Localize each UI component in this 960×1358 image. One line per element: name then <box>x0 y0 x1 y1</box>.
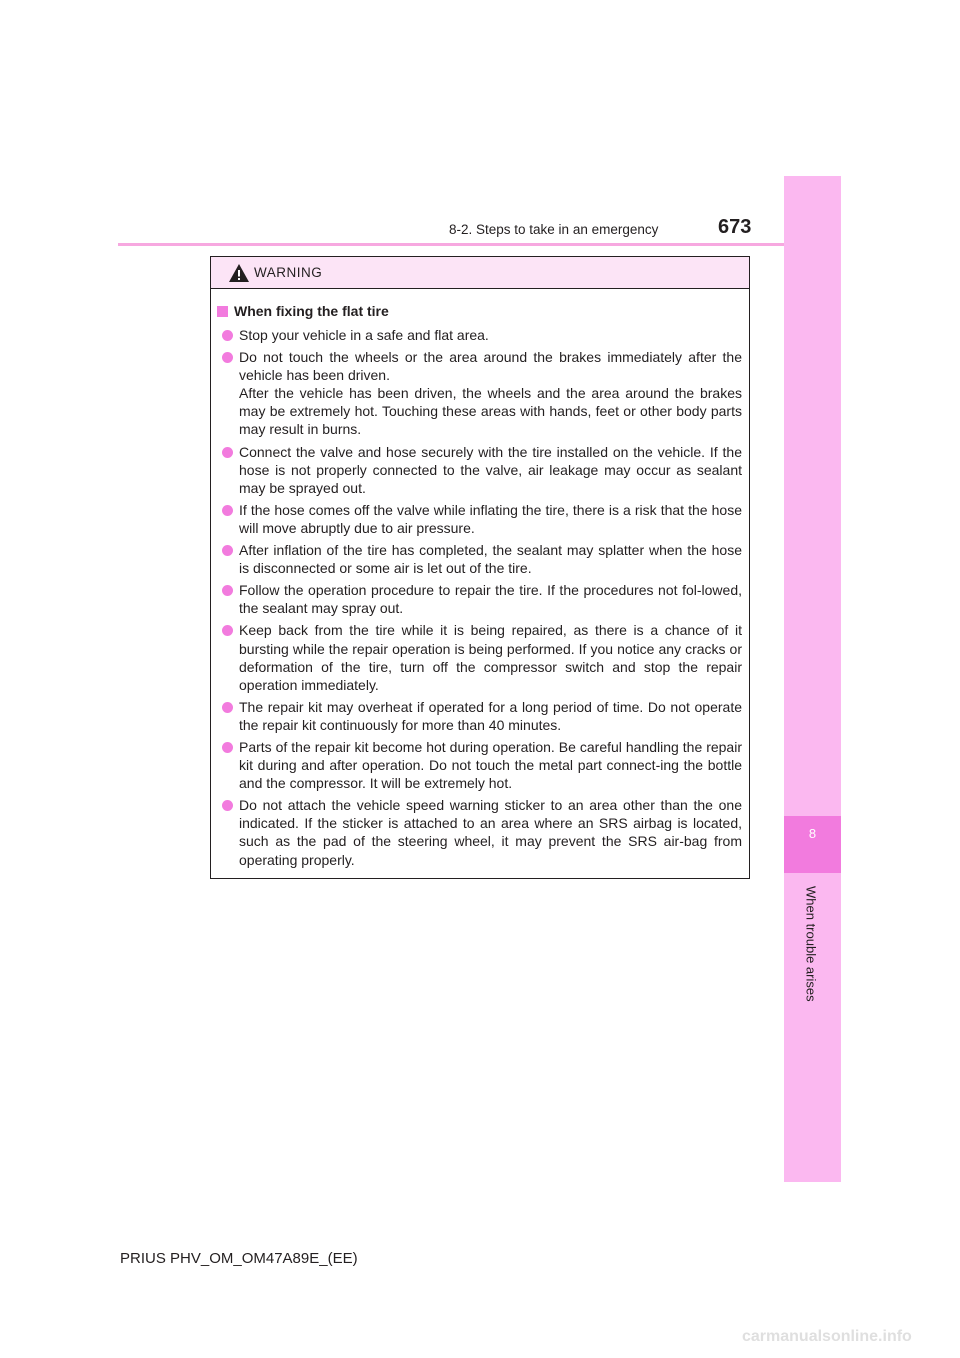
warning-item-text: Stop your vehicle in a safe and flat area. <box>239 327 489 343</box>
warning-item <box>217 348 742 438</box>
round-bullet-icon <box>222 625 233 636</box>
round-bullet-icon <box>222 545 233 556</box>
warning-item-text: Parts of the repair kit become hot during operation. Be careful handling the repair kit during and after operation. Do not touch the metal part connect-ing the bottle and the compressor. It will be extremely hot. <box>239 738 742 792</box>
document-code: PRIUS PHV_OM_OM47A89E_(EE) <box>120 1250 358 1267</box>
warning-item <box>217 501 742 537</box>
round-bullet-icon <box>222 447 233 458</box>
round-bullet-icon <box>222 742 233 753</box>
round-bullet-icon <box>222 330 233 341</box>
round-bullet-icon <box>222 505 233 516</box>
round-bullet-icon <box>222 585 233 596</box>
warning-item <box>217 738 742 792</box>
warning-topic-text: When fixing the flat tire <box>234 303 389 319</box>
square-bullet-icon <box>217 306 228 317</box>
warning-item-text: Do not touch the wheels or the area around the brakes immediately after the vehicle has been driven. After the vehicle has been driven, the wheels and the area around the brakes may be extremely hot. Touching these areas with hands, feet or other body parts may result in burns. <box>239 349 742 438</box>
warning-item-text: Follow the operation procedure to repair the tire. If the procedures not fol-lowed, the sealant may spray out. <box>239 582 742 617</box>
warning-item-text: After inflation of the tire has completed, the sealant may splatter when the hose is disconnected or some air is let out of the tire. <box>239 542 742 577</box>
warning-item <box>217 443 742 497</box>
warning-list <box>217 326 742 869</box>
chapter-side-tab[interactable] <box>784 176 841 1182</box>
warning-box <box>210 256 750 879</box>
page-number: 673 <box>718 216 752 238</box>
warning-item <box>217 581 742 617</box>
warning-body <box>211 289 749 869</box>
header-rule <box>118 243 841 246</box>
chapter-label <box>787 886 835 1016</box>
warning-header <box>211 257 749 289</box>
warning-title: WARNING <box>254 265 323 280</box>
warning-topic <box>217 302 742 321</box>
section-title: 8-2. Steps to take in an emergency <box>449 222 659 237</box>
warning-item-text: Connect the valve and hose securely with the tire installed on the vehicle. If the hose is not properly connected to the valve, air leakage may occur as sealant may be sprayed out. <box>239 443 742 496</box>
warning-item <box>217 326 742 344</box>
warning-triangle-icon <box>228 263 250 283</box>
round-bullet-icon <box>222 800 233 811</box>
chapter-number-block[interactable] <box>784 816 841 873</box>
warning-item <box>217 541 742 577</box>
warning-item-text: Keep back from the tire while it is being repaired, as there is a chance of it bursting while the repair operation is being performed. If you notice any cracks or deformation of the tire, turn off the compressor switch and stop the repair operation immediately. <box>239 622 742 693</box>
watermark: carmanualsonline.info <box>742 1328 912 1345</box>
chapter-number: 8 <box>808 826 817 841</box>
warning-item-text: If the hose comes off the valve while inflating the tire, there is a risk that the hose will move abruptly due to air pressure. <box>239 501 742 536</box>
warning-item <box>217 621 742 693</box>
warning-item-text: Do not attach the vehicle speed warning sticker to an area other than the one indicated. If the sticker is attached to an area where an SRS airbag is located, such as the pad of the steering wheel, it may prevent the SRS air-bag from operating properly. <box>239 797 742 868</box>
warning-item <box>217 796 742 868</box>
warning-item-text: The repair kit may overheat if operated for a long period of time. Do not operate the repair kit continuously for more than 40 minutes. <box>239 698 742 733</box>
chapter-label-text: When trouble arises <box>803 886 819 1002</box>
round-bullet-icon <box>222 352 233 363</box>
round-bullet-icon <box>222 702 233 713</box>
warning-item <box>217 698 742 734</box>
